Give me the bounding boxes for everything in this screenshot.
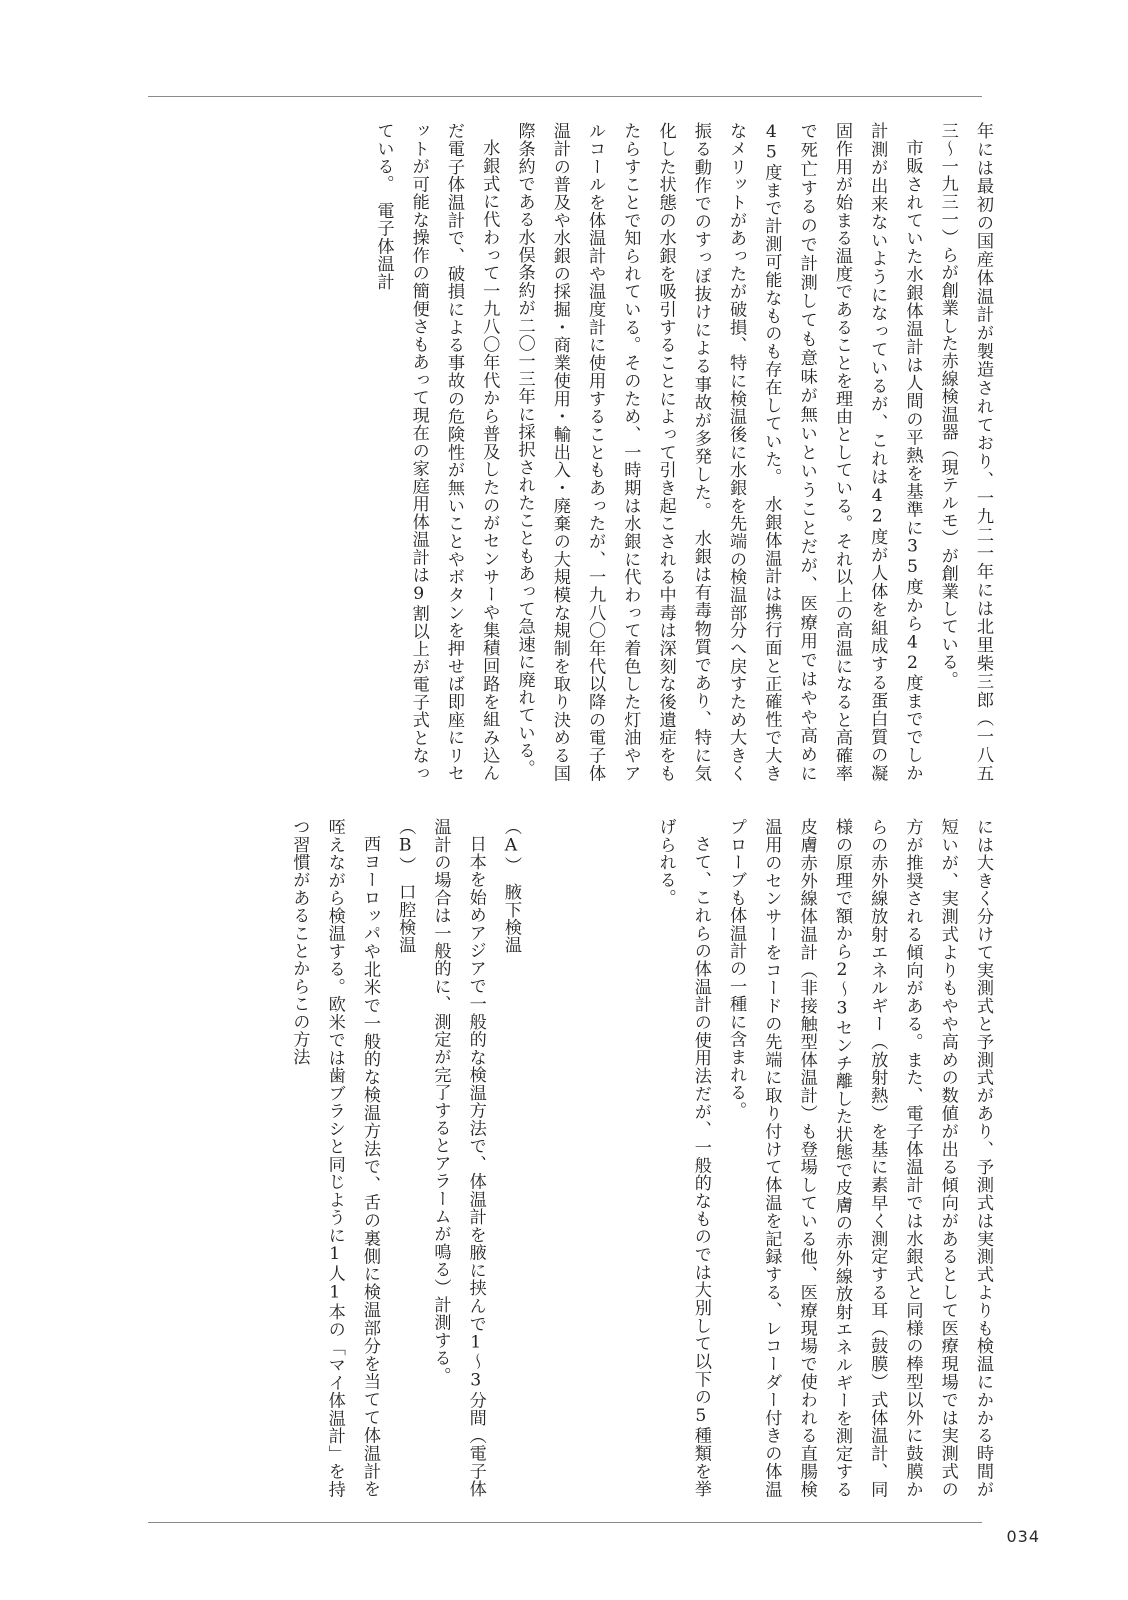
list-item-text: 西ヨーロッパや北米で一般的な検温方法で、舌の裏側に検温部分を当てて体温計を咥えながら検温する。欧米では歯ブラシと同じように1人1本の「マイ体温計」を持つ習慣があることからこの方法 bbox=[289, 818, 380, 1498]
body-text-upper bbox=[162, 122, 1000, 782]
paragraph: 年には最初の国産体温計が製造されており、一九二一年には北里柴三郎（一八五三〜一九三一）らが創業した赤線検温器（現テルモ）が創業している。 bbox=[937, 122, 993, 782]
body-text-lower-left bbox=[164, 818, 528, 1498]
body-text-lower-right bbox=[560, 818, 1000, 1498]
list-item-text: 日本を始めアジアで一般的な検温方法で、体温計を腋に挟んで1〜3分間（電子体温計の場合は一般的に、測定が完了するとアラームが鳴る）計測する。 bbox=[430, 818, 486, 1498]
list-item-label: （A） 腋下検温 bbox=[501, 818, 521, 954]
page-number: 034 bbox=[1006, 1527, 1040, 1546]
paragraph: 水銀式に代わって一九八〇年代から普及したのがセンサーや集積回路を組み込んだ電子体温計で、破損による事故の危険性が無いことやボタンを押せば即座にリセットが可能な操作の簡便さもあって現在の家庭用体温計は9割以上が電子式となっている。 電子体温計 bbox=[373, 122, 500, 782]
paragraph: には大きく分けて実測式と予測式があり、予測式は実測式よりも検温にかかる時間が短いが、実測式よりもやや高めの数値が出る傾向があるとして医療現場では実測式の方が推奨される傾向がある。また、電子体温計では水銀式と同様の棒型以外に鼓膜からの赤外線放射エネルギー（放射熱）を基に素早く測定する耳（鼓膜）式体温計、同様の原理で額から2〜3センチ離した状態で皮膚の赤外線放射エネルギーを測定する皮膚赤外線体温計（非接触型体温計）も登場している他、医療現場で使われる直腸検温用のセンサーをコードの先端に取り付けて体温を記録する、レコーダー付きの体温プローブも体温計の一種に含まれる。 bbox=[726, 818, 993, 1498]
paragraph: 市販されていた水銀体温計は人間の平熱を基準に35度から42度まででしか計測が出来ないようになっているが、これは42度が人体を組成する蛋白質の凝固作用が始まる温度であることを理由としている。それ以上の高温になると高確率で死亡するので計測しても意味が無いということだが、医療用ではやや高めに45度まで計測可能なものも存在していた。 水銀体温計は携行面と正確性で大きなメリットがあったが破損、特に検温後に水銀を先端の検温部分へ戻すため大きく振る動作でのすっぽ抜けによる事故が多発した。 水銀は有毒物質であり、特に気化した状態の水銀を吸引することによって引き起こされる中毒は深刻な後遺症をもたらすことで知られている。そのため、一時期は水銀に代わって着色した灯油やアルコールを体温計や温度計に使用することもあったが、一九八〇年代以降の電子体温計の普及や水銀の採掘・商業使用・輸出入・廃棄の大規模な規制を取り決める国際条約である水俣条約が二〇一三年に採択されたこともあって急速に廃れている。 bbox=[514, 122, 923, 782]
footer-rule bbox=[148, 1522, 982, 1523]
list-item-label: （B） 口腔検温 bbox=[395, 818, 416, 954]
header-rule bbox=[148, 96, 982, 97]
paragraph: さて、これらの体温計の使用法だが、一般的なものでは大別して以下の5種類を挙げられる。 bbox=[655, 818, 711, 1498]
